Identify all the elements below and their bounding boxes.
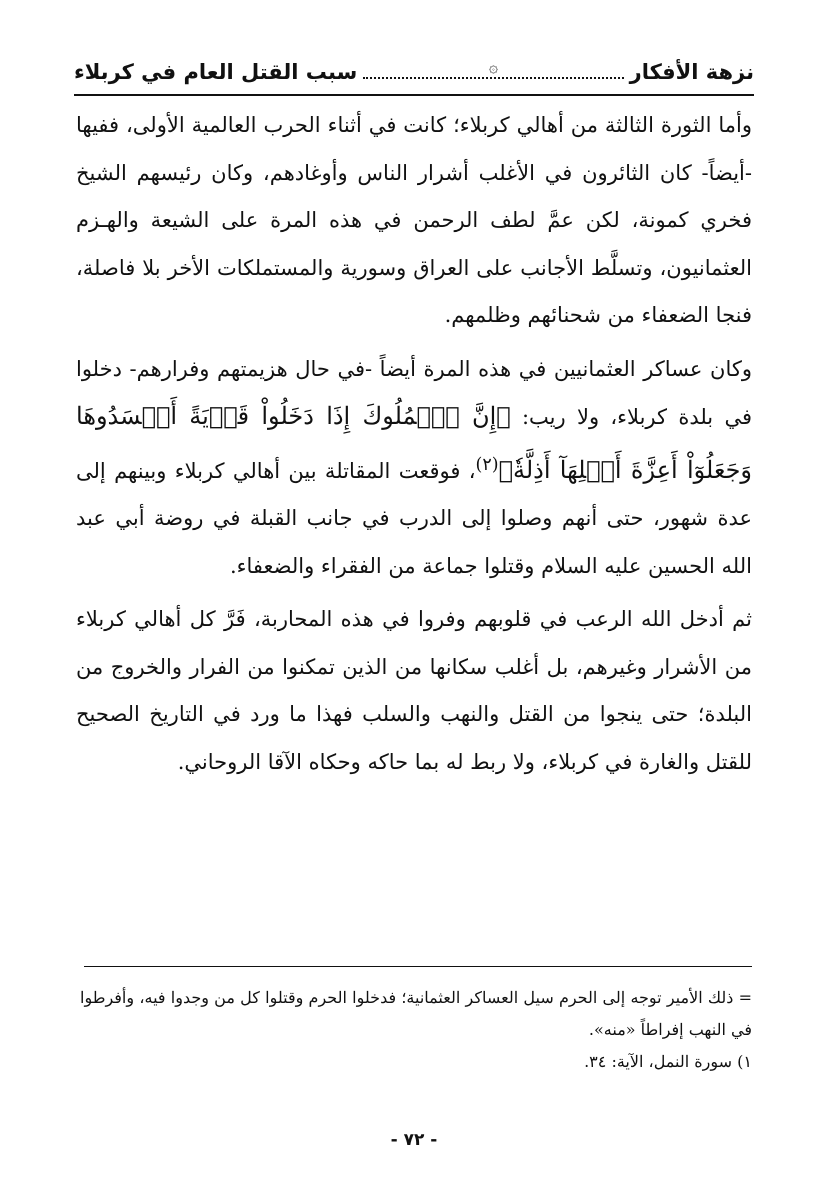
running-header — [74, 52, 754, 92]
header-section-title: سبب القتل العام في كربلاء — [74, 60, 358, 84]
footnote-marker: (٢) — [475, 454, 499, 475]
footnote-rule — [84, 966, 752, 967]
paragraph-2-intro: وكان عساكر العثمانيين في هذه المرة أيضاً -في حال هزيمتهم وفرارهم- دخلوا في بلدة كربلاء، ولا ريب: — [76, 356, 752, 429]
header-rule — [74, 94, 754, 96]
paragraph-1: وأما الثورة الثالثة من أهالي كربلاء؛ كانت في أثناء الحرب العالمية الأولى، ففيها -أيضاً- كان الثائرون في الأغلب أشرار الناس وأوغادهم، وكان رئيسهم الشيخ فخري كمونة، لكن عمَّ لطف الرحمن في هذه المرة على الشيعة والهـزم العثمانيون، وتسلَّط الأجانب على العراق وسورية والمستملكات الأخر بلا فاصلة، فنجا الضعفاء من شحنائهم وظلمهم. — [76, 113, 752, 327]
header-book-title: نزهة الأفكار — [629, 60, 754, 84]
footnotes — [80, 982, 752, 1078]
paragraph-2-rest: ، فوقعت المقاتلة بين أهالي كربلاء وبينهم إلى عدة شهور، حتى أنهم وصلوا إلى الدرب في جانب القبلة في روضة أبي عبد الله الحسين عليه السلام وقتلوا جماعة من الفقراء والضعفاء. — [76, 458, 752, 578]
footnote-continuation: = ذلك الأمير توجه إلى الحرم سيل العساكر العثمانية؛ فدخلوا الحرم وقتلوا كل من وجدوا فيه، وأفرطوا في النهب إفراطاً «منه». — [80, 988, 752, 1039]
main-text — [76, 102, 752, 786]
paragraph-3: ثم أدخل الله الرعب في قلوبهم وفروا في هذه المحاربة، فَرَّ كل أهالي كربلاء من الأشرار وغيرهم، بل أغلب سكانها من الذين تمكنوا من الفرار والخروج من البلدة؛ حتى ينجوا من القتل والنهب والسلب فهذا ما ورد في التاريخ الصحيح للقتل والغارة في كربلاء، ولا ربط له بما حاكه وحكاه الآقا الروحاني. — [76, 607, 752, 774]
header-ornament-icon: ۞ — [485, 59, 502, 75]
header-dotted-leader — [363, 57, 623, 79]
footnote-1: ١) سورة النمل، الآية: ٣٤. — [584, 1052, 752, 1071]
paragraph-2 — [76, 346, 752, 591]
quran-verse: ﴿إِنَّ ٱلۡمُلُوكَ إِذَا دَخَلُواْ قَرۡيَةً أَفۡسَدُوهَا وَجَعَلُوٓاْ أَعِزَّةَ أَهۡلِهَآ أَذِلَّةٗ﴾ — [76, 402, 752, 484]
page-number: - ٧٢ - — [390, 1130, 438, 1150]
